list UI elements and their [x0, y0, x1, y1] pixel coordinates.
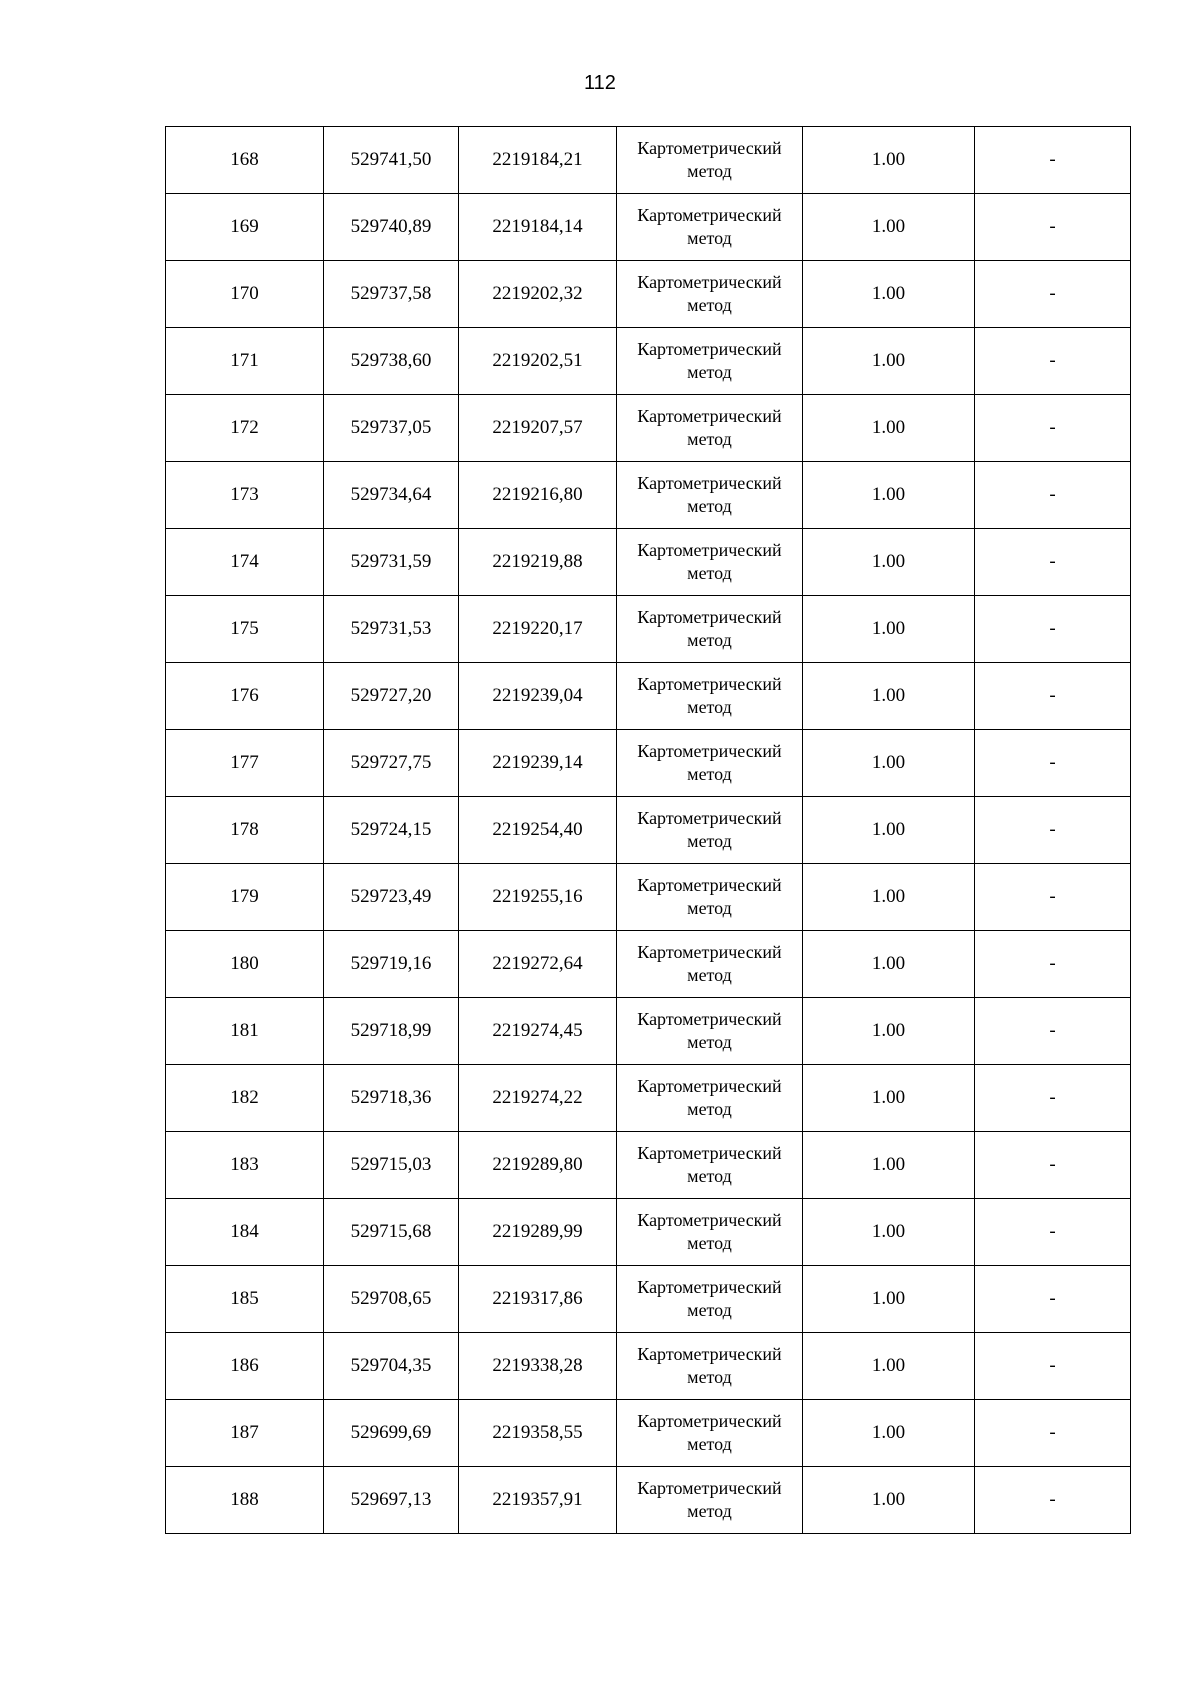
method-line-2: метод [687, 161, 732, 181]
x-coordinate-cell: 529719,16 [324, 931, 459, 998]
table-row [166, 1065, 1131, 1132]
x-coordinate-cell: 529704,35 [324, 1333, 459, 1400]
point-number-cell: 188 [166, 1467, 324, 1534]
x-coordinate-cell: 529718,36 [324, 1065, 459, 1132]
method-cell [617, 529, 803, 596]
precision-cell: 1.00 [803, 1400, 975, 1467]
method-line-2: метод [687, 630, 732, 650]
method-line-2: метод [687, 1501, 732, 1521]
method-line-1: Картометрический [637, 1411, 782, 1431]
note-cell: - [975, 663, 1131, 730]
method-cell [617, 127, 803, 194]
coordinates-table [165, 126, 1131, 1534]
note-cell: - [975, 1400, 1131, 1467]
table-row [166, 462, 1131, 529]
note-cell: - [975, 328, 1131, 395]
method-line-1: Картометрический [637, 138, 782, 158]
table-row [166, 730, 1131, 797]
point-number-cell: 173 [166, 462, 324, 529]
method-line-2: метод [687, 1233, 732, 1253]
precision-cell: 1.00 [803, 663, 975, 730]
note-cell: - [975, 1266, 1131, 1333]
x-coordinate-cell: 529724,15 [324, 797, 459, 864]
note-cell: - [975, 127, 1131, 194]
point-number-cell: 185 [166, 1266, 324, 1333]
method-cell [617, 1467, 803, 1534]
method-cell [617, 1199, 803, 1266]
table-row [166, 1333, 1131, 1400]
note-cell: - [975, 931, 1131, 998]
method-cell [617, 1132, 803, 1199]
method-line-1: Картометрический [637, 1009, 782, 1029]
table-row [166, 864, 1131, 931]
method-line-2: метод [687, 831, 732, 851]
method-line-1: Картометрический [637, 272, 782, 292]
y-coordinate-cell: 2219289,80 [459, 1132, 617, 1199]
point-number-cell: 175 [166, 596, 324, 663]
x-coordinate-cell: 529697,13 [324, 1467, 459, 1534]
y-coordinate-cell: 2219219,88 [459, 529, 617, 596]
method-line-1: Картометрический [637, 674, 782, 694]
method-line-1: Картометрический [637, 1277, 782, 1297]
y-coordinate-cell: 2219338,28 [459, 1333, 617, 1400]
method-cell [617, 730, 803, 797]
method-line-1: Картометрический [637, 1478, 782, 1498]
method-line-2: метод [687, 764, 732, 784]
method-cell [617, 194, 803, 261]
note-cell: - [975, 395, 1131, 462]
y-coordinate-cell: 2219254,40 [459, 797, 617, 864]
point-number-cell: 186 [166, 1333, 324, 1400]
precision-cell: 1.00 [803, 194, 975, 261]
point-number-cell: 176 [166, 663, 324, 730]
precision-cell: 1.00 [803, 127, 975, 194]
point-number-cell: 171 [166, 328, 324, 395]
table-row [166, 663, 1131, 730]
method-line-1: Картометрический [637, 1210, 782, 1230]
method-cell [617, 395, 803, 462]
x-coordinate-cell: 529738,60 [324, 328, 459, 395]
precision-cell: 1.00 [803, 1132, 975, 1199]
method-line-2: метод [687, 563, 732, 583]
y-coordinate-cell: 2219274,45 [459, 998, 617, 1065]
table-row [166, 797, 1131, 864]
table-row [166, 395, 1131, 462]
x-coordinate-cell: 529718,99 [324, 998, 459, 1065]
y-coordinate-cell: 2219289,99 [459, 1199, 617, 1266]
method-line-2: метод [687, 362, 732, 382]
table-row [166, 1266, 1131, 1333]
x-coordinate-cell: 529740,89 [324, 194, 459, 261]
point-number-cell: 181 [166, 998, 324, 1065]
precision-cell: 1.00 [803, 1065, 975, 1132]
point-number-cell: 187 [166, 1400, 324, 1467]
method-cell [617, 1065, 803, 1132]
method-line-1: Картометрический [637, 607, 782, 627]
point-number-cell: 182 [166, 1065, 324, 1132]
table-row [166, 194, 1131, 261]
note-cell: - [975, 261, 1131, 328]
x-coordinate-cell: 529715,68 [324, 1199, 459, 1266]
y-coordinate-cell: 2219239,04 [459, 663, 617, 730]
precision-cell: 1.00 [803, 462, 975, 529]
note-cell: - [975, 462, 1131, 529]
method-line-1: Картометрический [637, 1076, 782, 1096]
method-line-1: Картометрический [637, 339, 782, 359]
table-row [166, 127, 1131, 194]
table-row [166, 1400, 1131, 1467]
method-line-1: Картометрический [637, 741, 782, 761]
x-coordinate-cell: 529731,53 [324, 596, 459, 663]
point-number-cell: 177 [166, 730, 324, 797]
table-row [166, 931, 1131, 998]
x-coordinate-cell: 529727,20 [324, 663, 459, 730]
method-cell [617, 328, 803, 395]
precision-cell: 1.00 [803, 596, 975, 663]
y-coordinate-cell: 2219207,57 [459, 395, 617, 462]
method-cell [617, 663, 803, 730]
y-coordinate-cell: 2219184,14 [459, 194, 617, 261]
table-row [166, 529, 1131, 596]
method-line-2: метод [687, 1032, 732, 1052]
x-coordinate-cell: 529723,49 [324, 864, 459, 931]
y-coordinate-cell: 2219272,64 [459, 931, 617, 998]
method-cell [617, 998, 803, 1065]
precision-cell: 1.00 [803, 1333, 975, 1400]
method-line-2: метод [687, 697, 732, 717]
note-cell: - [975, 1333, 1131, 1400]
note-cell: - [975, 1199, 1131, 1266]
method-cell [617, 864, 803, 931]
method-line-2: метод [687, 1300, 732, 1320]
point-number-cell: 168 [166, 127, 324, 194]
note-cell: - [975, 797, 1131, 864]
method-line-1: Картометрический [637, 808, 782, 828]
point-number-cell: 172 [166, 395, 324, 462]
table-row [166, 998, 1131, 1065]
point-number-cell: 184 [166, 1199, 324, 1266]
y-coordinate-cell: 2219255,16 [459, 864, 617, 931]
method-line-2: метод [687, 1367, 732, 1387]
method-cell [617, 1266, 803, 1333]
note-cell: - [975, 1467, 1131, 1534]
precision-cell: 1.00 [803, 931, 975, 998]
y-coordinate-cell: 2219357,91 [459, 1467, 617, 1534]
method-cell [617, 1333, 803, 1400]
x-coordinate-cell: 529737,58 [324, 261, 459, 328]
precision-cell: 1.00 [803, 1266, 975, 1333]
x-coordinate-cell: 529731,59 [324, 529, 459, 596]
y-coordinate-cell: 2219358,55 [459, 1400, 617, 1467]
coordinates-table-body [166, 127, 1131, 1534]
method-line-1: Картометрический [637, 1344, 782, 1364]
method-line-1: Картометрический [637, 540, 782, 560]
method-cell [617, 462, 803, 529]
method-line-2: метод [687, 1166, 732, 1186]
y-coordinate-cell: 2219202,32 [459, 261, 617, 328]
method-line-1: Картометрический [637, 205, 782, 225]
x-coordinate-cell: 529727,75 [324, 730, 459, 797]
table-row [166, 261, 1131, 328]
x-coordinate-cell: 529741,50 [324, 127, 459, 194]
method-line-1: Картометрический [637, 473, 782, 493]
method-line-2: метод [687, 496, 732, 516]
precision-cell: 1.00 [803, 1467, 975, 1534]
precision-cell: 1.00 [803, 864, 975, 931]
point-number-cell: 169 [166, 194, 324, 261]
table-row [166, 596, 1131, 663]
table-row [166, 328, 1131, 395]
method-line-2: метод [687, 1099, 732, 1119]
note-cell: - [975, 596, 1131, 663]
table-row [166, 1199, 1131, 1266]
note-cell: - [975, 1132, 1131, 1199]
precision-cell: 1.00 [803, 529, 975, 596]
method-cell [617, 931, 803, 998]
precision-cell: 1.00 [803, 730, 975, 797]
point-number-cell: 183 [166, 1132, 324, 1199]
note-cell: - [975, 998, 1131, 1065]
precision-cell: 1.00 [803, 1199, 975, 1266]
point-number-cell: 174 [166, 529, 324, 596]
note-cell: - [975, 864, 1131, 931]
note-cell: - [975, 730, 1131, 797]
method-cell [617, 797, 803, 864]
note-cell: - [975, 529, 1131, 596]
y-coordinate-cell: 2219216,80 [459, 462, 617, 529]
table-row [166, 1467, 1131, 1534]
x-coordinate-cell: 529708,65 [324, 1266, 459, 1333]
table-row [166, 1132, 1131, 1199]
method-line-1: Картометрический [637, 1143, 782, 1163]
method-cell [617, 1400, 803, 1467]
method-cell [617, 261, 803, 328]
note-cell: - [975, 1065, 1131, 1132]
point-number-cell: 179 [166, 864, 324, 931]
method-line-2: метод [687, 228, 732, 248]
method-line-1: Картометрический [637, 942, 782, 962]
page-number: 112 [584, 72, 616, 94]
method-line-2: метод [687, 295, 732, 315]
x-coordinate-cell: 529699,69 [324, 1400, 459, 1467]
method-line-1: Картометрический [637, 406, 782, 426]
precision-cell: 1.00 [803, 261, 975, 328]
x-coordinate-cell: 529715,03 [324, 1132, 459, 1199]
method-line-2: метод [687, 898, 732, 918]
note-cell: - [975, 194, 1131, 261]
x-coordinate-cell: 529737,05 [324, 395, 459, 462]
method-line-2: метод [687, 429, 732, 449]
method-cell [617, 596, 803, 663]
precision-cell: 1.00 [803, 395, 975, 462]
y-coordinate-cell: 2219239,14 [459, 730, 617, 797]
precision-cell: 1.00 [803, 998, 975, 1065]
point-number-cell: 170 [166, 261, 324, 328]
y-coordinate-cell: 2219184,21 [459, 127, 617, 194]
point-number-cell: 180 [166, 931, 324, 998]
method-line-2: метод [687, 1434, 732, 1454]
x-coordinate-cell: 529734,64 [324, 462, 459, 529]
y-coordinate-cell: 2219220,17 [459, 596, 617, 663]
precision-cell: 1.00 [803, 797, 975, 864]
y-coordinate-cell: 2219274,22 [459, 1065, 617, 1132]
y-coordinate-cell: 2219317,86 [459, 1266, 617, 1333]
y-coordinate-cell: 2219202,51 [459, 328, 617, 395]
precision-cell: 1.00 [803, 328, 975, 395]
point-number-cell: 178 [166, 797, 324, 864]
method-line-1: Картометрический [637, 875, 782, 895]
method-line-2: метод [687, 965, 732, 985]
